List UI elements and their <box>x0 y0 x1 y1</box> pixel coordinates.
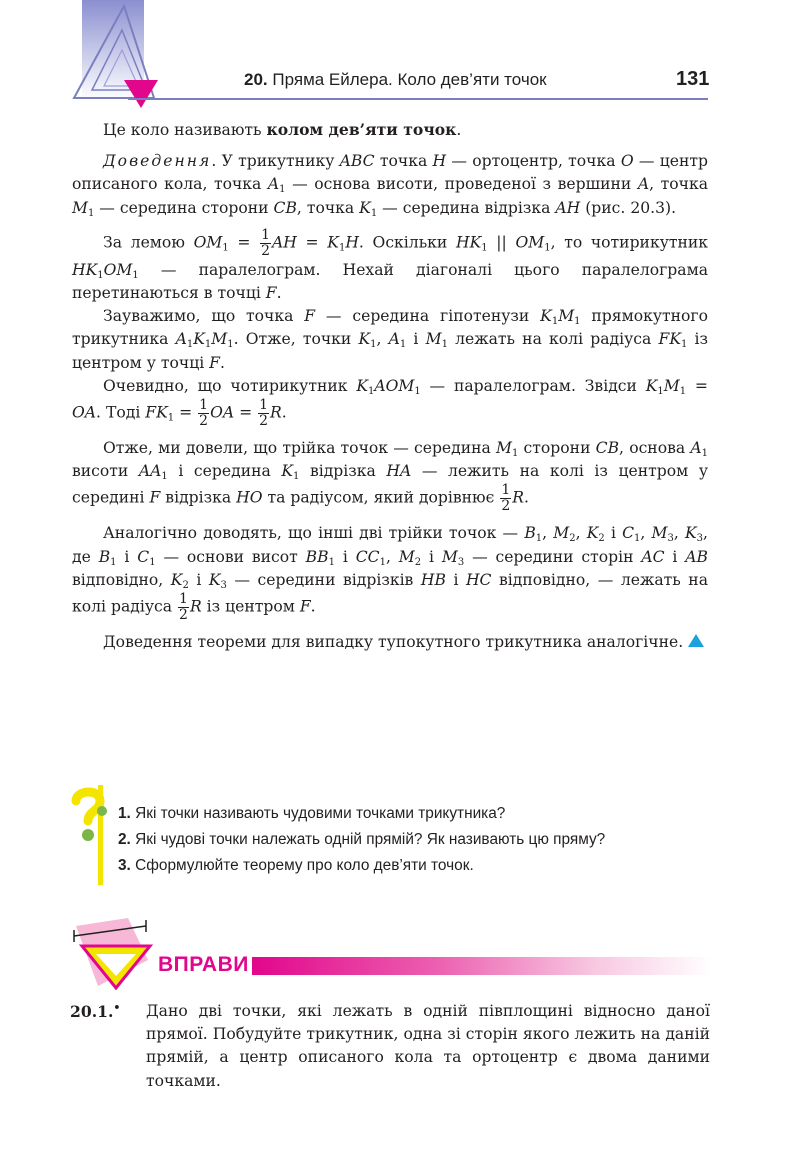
paragraph-other-triples: Аналогічно доводять, що інші дві трійки точок — $B_1$, $M_2$, $K_2$ і $C_1$, $M_3$, $K_3$, де $B_1$ і $C_1$ — основи висот $BB_1$ і $CC_1$, $M_2$ і $M_3$ — середини сторін AC і AB відповідно, $K_2$ і $K_3$ — середини відрізків HB і HC відповідно, — лежать на колі радіуса $\frac{1}{2}$ R із центром F. <box>72 524 709 624</box>
page-number: 131 <box>676 68 710 90</box>
fraction-one-half: $\frac{1}{2}$ <box>261 226 271 259</box>
body-text <box>72 118 708 662</box>
fraction-one-half: $\frac{1}{2}$ <box>501 482 511 515</box>
end-of-proof-triangle-icon <box>688 634 704 648</box>
paragraph-proof-setup: Доведення. У трикутнику ABC точка H — ортоцентр, точка O — центр описаного кола, точка $A_1$ — основа висоти, проведеної з вершини A, точка $M_1$ — середина сторони CB, точка $K_1$ — середина відрізка AH (рис. 20.3). <box>72 152 709 219</box>
questions-list <box>118 801 605 879</box>
header-rule <box>128 98 708 100</box>
fraction-one-half: $\frac{1}{2}$ <box>199 397 209 430</box>
chapter-triangle-logo-icon <box>68 0 160 112</box>
fraction-one-half: $\frac{1}{2}$ <box>179 591 188 624</box>
exercise-text: Дано дві точки, які лежать в одній півплощині відносно даної прямої. Побудуйте трикутник, одна зі сторін якого лежить на даній прямій, а центр описаного кола та ортоцентр є двома даними точками. <box>146 1002 710 1090</box>
review-questions-box <box>68 785 708 885</box>
paragraph-lemma: За лемою $OM_1$ = $\frac{1}{2}$ AH = $K_1H$. Оскільки $HK_1$ || $OM_1$, то чотирикутник $HK_1OM_1$ — паралелограм. Нехай діагоналі цього паралелограма перетинаються в точці F. <box>72 226 709 303</box>
question-mark-icon <box>68 785 108 845</box>
paragraph-first-triple: Отже, ми довели, що трійка точок — середина $M_1$ сторони CB, основа $A_1$ висоти $AA_1$ і середина $K_1$ відрізка HA — лежить на колі із центром у середині F відрізка HO та радіусом, який дорівнює $\frac{1}{2}$ R. <box>72 439 708 515</box>
chapter-title: 20. Пряма Ейлера. Коло дев’яти точок <box>244 70 547 89</box>
exercises-triangle-ruler-icon <box>68 912 158 990</box>
paragraph-nine-point-circle: Це коло називають колом дев’яти точок. <box>103 120 462 139</box>
fraction-one-half: $\frac{1}{2}$ <box>259 397 269 430</box>
question-item: 2. Які чудові точки належать одній прямій? Як називають цю пряму? <box>118 831 606 848</box>
question-item: 1. Які точки називають чудовими точками трикутника? <box>118 805 506 822</box>
exercise-item <box>70 1000 710 1093</box>
exercises-title: ВПРАВИ <box>158 953 249 976</box>
paragraph-parallelogram: Очевидно, що чотирикутник $K_1AOM_1$ — паралелограм. Звідси $K_1M_1$ = OA. Тоді $FK_1$ = $\frac{1}{2}$ OA = $\frac{1}{2}$ R. <box>72 376 708 430</box>
paragraph-midpoint-hypotenuse: Зауважимо, що точка F — середина гіпотенузи $K_1M_1$ прямокутного трикутника $A_1K_1M_1$. Отже, точки $K_1$, $A_1$ і $M_1$ лежать на колі радіуса $FK_1$ із центром у точці F. <box>72 307 709 372</box>
exercises-title-bar <box>252 957 712 975</box>
exercise-number: 20.1.• <box>70 1001 121 1021</box>
question-item: 3. Сформулюйте теорему про коло дев’яти точок. <box>118 857 474 874</box>
paragraph-obtuse-case: Доведення теореми для випадку тупокутного трикутника аналогічне. <box>72 631 708 654</box>
